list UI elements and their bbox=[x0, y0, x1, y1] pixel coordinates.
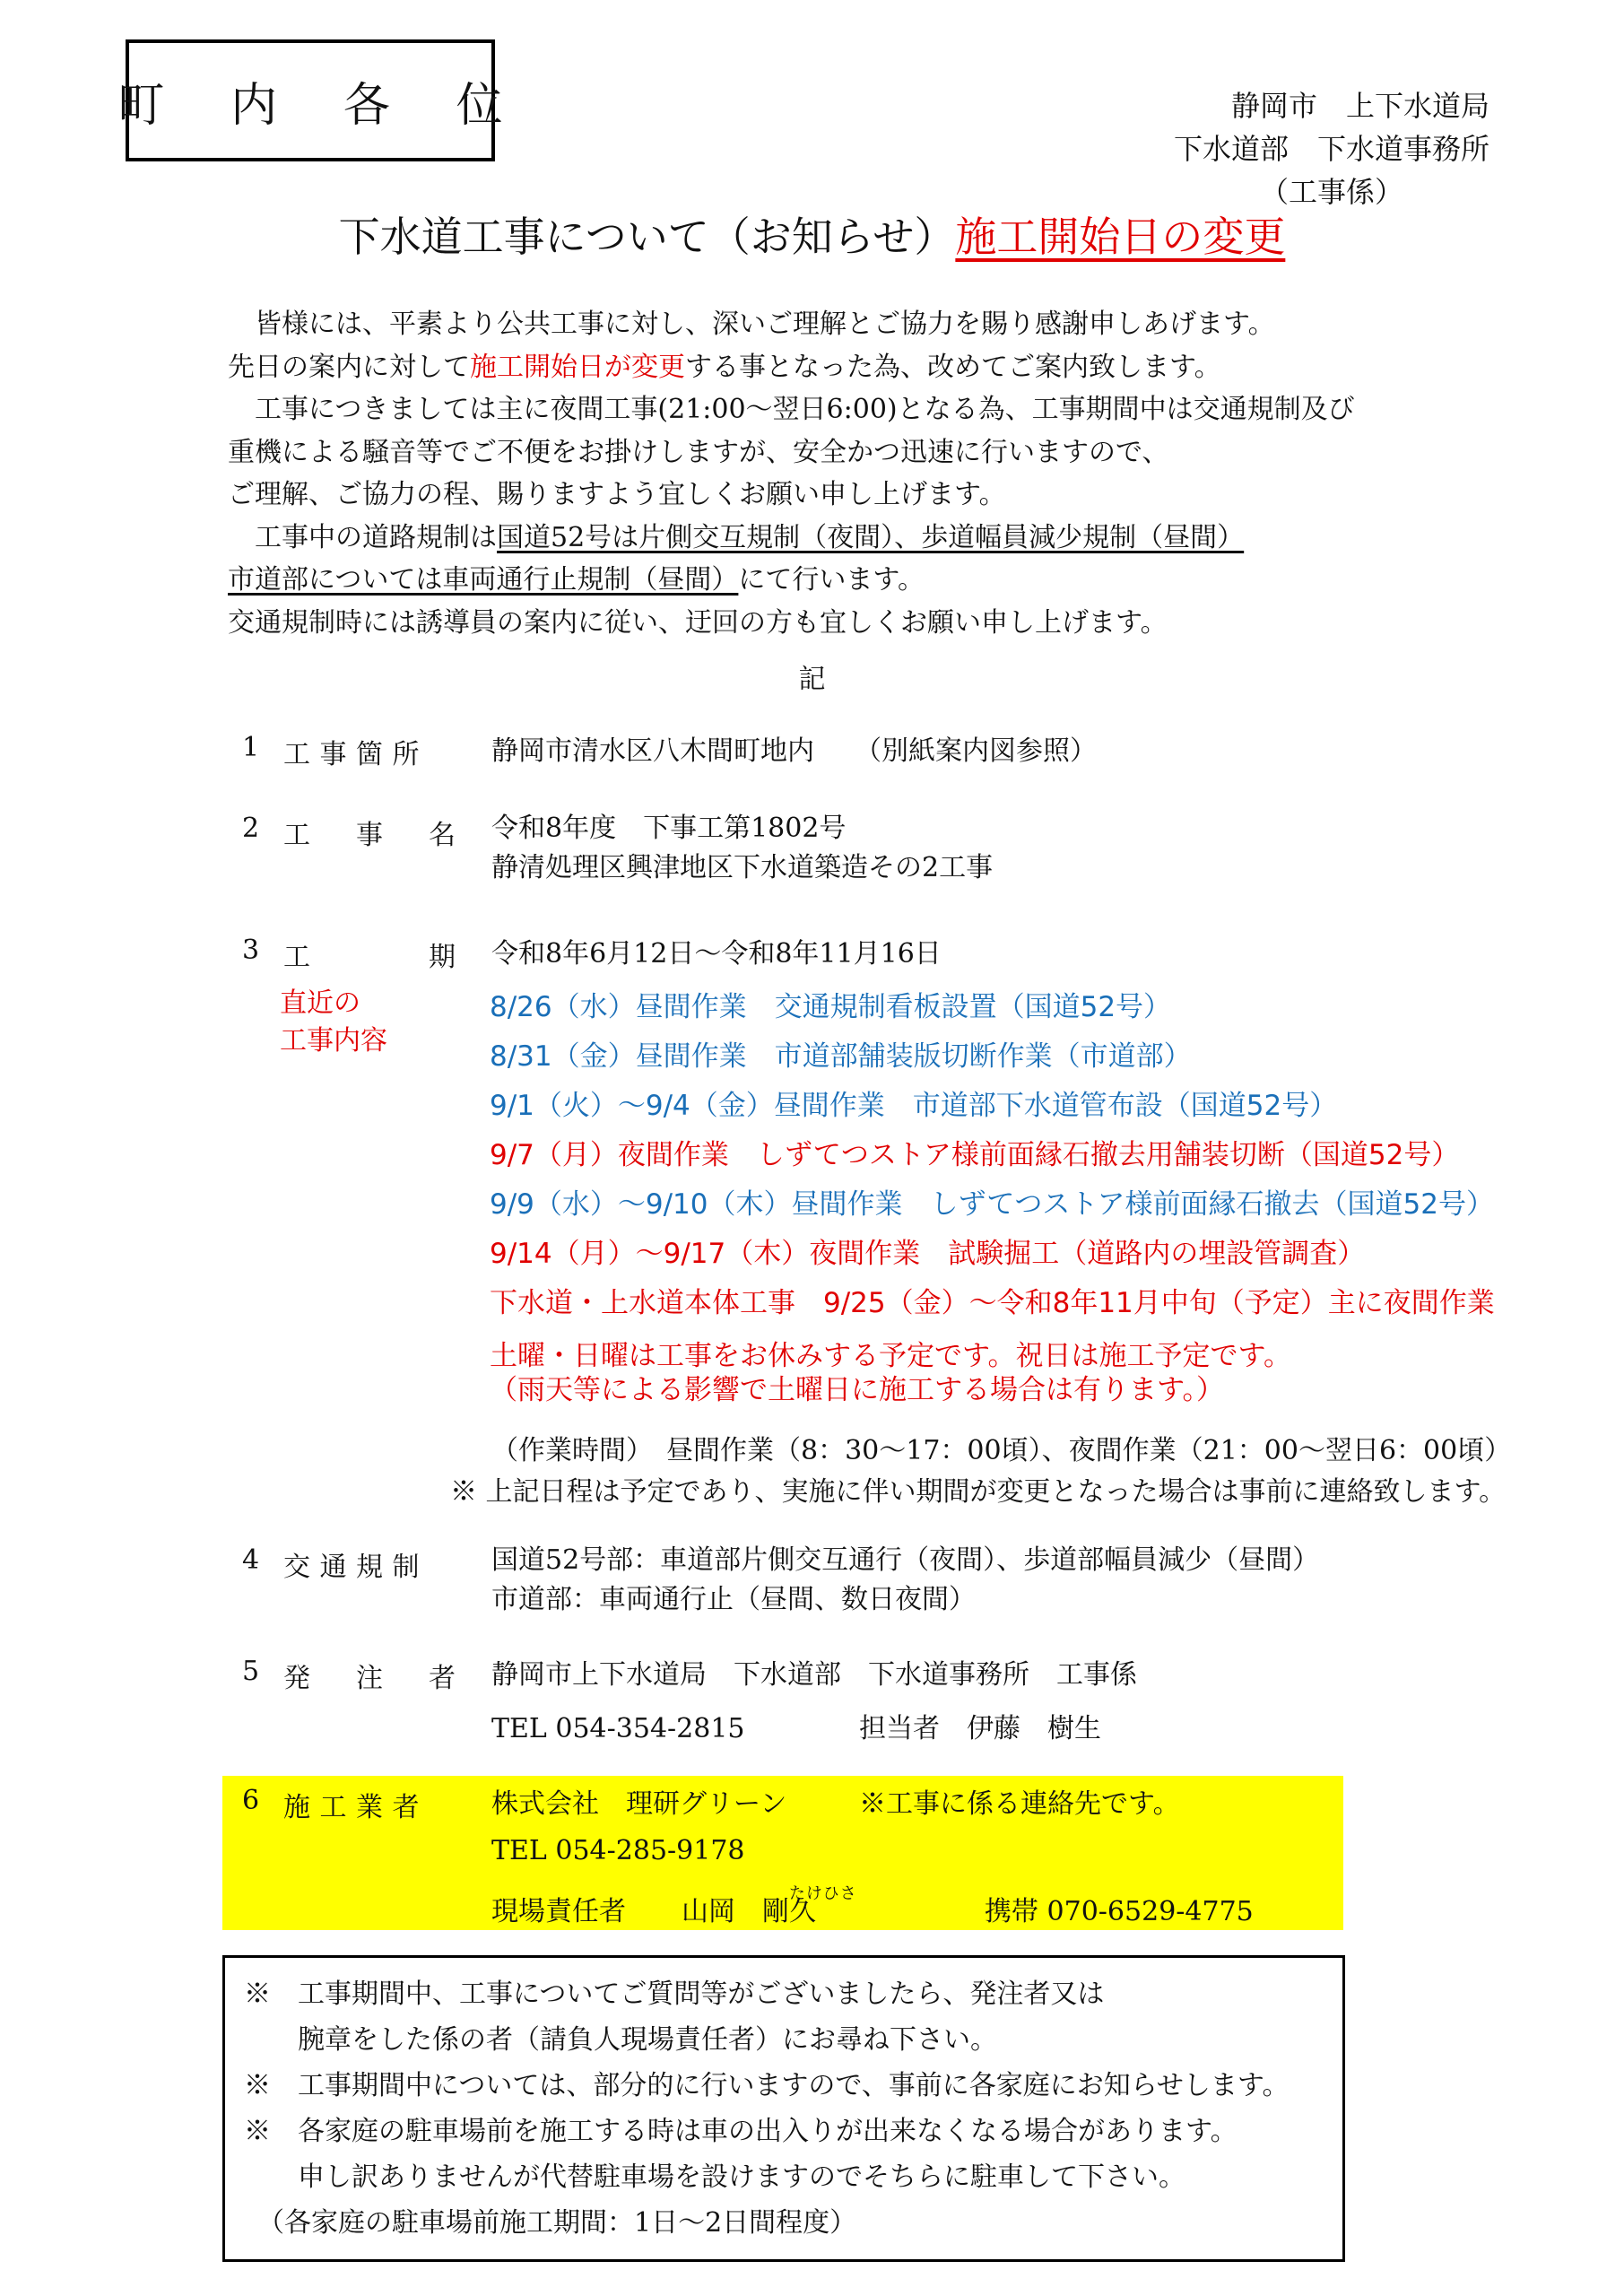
item-5-number: 5 bbox=[242, 1656, 260, 1687]
intro-line: 交通規制時には誘導員の案内に従い、迂回の方も宜しくお願い申し上げます。 bbox=[228, 606, 1168, 639]
intro-line: 皆様には、平素より公共工事に対し、深いご理解とご協力を賜り感謝申しあげます。 bbox=[228, 309, 1275, 340]
intro-line bbox=[228, 346, 1355, 389]
issuer-line-1: 静岡市 上下水道局 bbox=[1230, 89, 1489, 123]
item-2-value-line: 令和8年度 下事工第1802号 bbox=[491, 813, 847, 844]
schedule-item: 9/1（火）～9/4（金）昼間作業 市道部下水道管布設（国道52号） bbox=[490, 1090, 1338, 1122]
schedule-item: 9/7（月）夜間作業 しずてつストア様前面縁石撤去用舗装切断（国道52号） bbox=[490, 1139, 1460, 1171]
intro-text: 先日の案内に対して bbox=[228, 351, 470, 383]
item-5-value: 静岡市上下水道局 下水道部 下水道事務所 工事係 bbox=[491, 1659, 1137, 1691]
item-2-value-line: 静清処理区興津地区下水道築造その2工事 bbox=[491, 852, 994, 883]
intro-line: 重機による騒音等でご不便をお掛けしますが、安全かつ迅速に行いますので、 bbox=[228, 436, 1169, 468]
item-1-value: 静岡市清水区八木間町地内 （別紙案内図参照） bbox=[491, 735, 1097, 767]
work-hours: （作業時間） 昼間作業（8：30～17：00頃）、夜間作業（21：00～翌日6：00頃） bbox=[491, 1435, 1512, 1466]
item-3-value: 令和8年6月12日～令和8年11月16日 bbox=[491, 938, 942, 970]
issuer-line-2: 下水道部 下水道事務所 bbox=[1173, 132, 1489, 166]
item-5-label: 発 注 者 bbox=[283, 1663, 465, 1694]
manager-name-wrap bbox=[682, 1884, 857, 1932]
schedule-list bbox=[490, 983, 1495, 1407]
notice-text bbox=[244, 1971, 1290, 2246]
schedule-item: 9/9（水）～9/10（木）昼間作業 しずてつストア様前面縁石撤去（国道52号） bbox=[490, 1188, 1494, 1221]
intro-text: 工事中の道路規制は bbox=[228, 521, 497, 553]
schedule-item: 下水道・上水道本体工事 9/25（金）～令和8年11月中旬（予定）主に夜間作業 bbox=[490, 1287, 1495, 1319]
item-4-value-line: 市道部：車両通行止（昼間、数日夜間） bbox=[491, 1584, 976, 1615]
item-5-contact: 担当者 伊藤 樹生 bbox=[859, 1713, 1101, 1744]
notice-line: （各家庭の駐車場前施工期間：1日～2日間程度） bbox=[244, 2207, 857, 2239]
intro-line: 工事につきましては主に夜間工事(21:00～翌日6:00)となる為、工事期間中は交通規制及び bbox=[228, 394, 1355, 425]
issuer-block bbox=[1174, 84, 1489, 213]
item-6-number: 6 bbox=[242, 1785, 260, 1816]
item-1-number: 1 bbox=[242, 732, 260, 763]
schedule-item: 9/14（月）～9/17（木）夜間作業 試験掘工（道路内の埋設管調査） bbox=[490, 1238, 1366, 1270]
schedule-item: （雨天等による影響で土曜日に施工する場合は有ります。） bbox=[490, 1374, 1225, 1406]
page-title bbox=[0, 204, 1624, 264]
item-6-company: 株式会社 理研グリーン bbox=[491, 1788, 787, 1820]
addressee-text: 町 内 各 位 bbox=[117, 78, 529, 133]
recent-work-label bbox=[280, 985, 387, 1060]
item-6-manager-label: 現場責任者 bbox=[491, 1896, 626, 1927]
recent-line: 工事内容 bbox=[280, 1025, 387, 1057]
item-3-number: 3 bbox=[242, 935, 260, 966]
item-6-tel: TEL 054-285-9178 bbox=[491, 1835, 745, 1866]
schedule-item: 8/31（金）昼間作業 市道部舗装版切断作業（市道部） bbox=[490, 1040, 1192, 1073]
item-5-tel: TEL 054-354-2815 bbox=[491, 1713, 745, 1744]
item-4-label: 交通規制 bbox=[283, 1552, 429, 1583]
intro-line: ご理解、ご協力の程、賜りますよう宜しくお願い申し上げます。 bbox=[228, 479, 1006, 510]
manager-name: 山岡 剛久 bbox=[682, 1896, 816, 1927]
intro-highlight: 施工開始日が変更 bbox=[470, 351, 685, 383]
notice-line: 腕章をした係の者（請負人現場責任者）にお尋ね下さい。 bbox=[244, 2024, 997, 2056]
item-6-label: 施工業者 bbox=[283, 1792, 429, 1823]
schedule-item: 8/26（水）昼間作業 交通規制看板設置（国道52号） bbox=[490, 991, 1172, 1023]
title-main: 下水道工事について（お知らせ） bbox=[338, 213, 956, 261]
intro-underlined: 市道部については車両通行止規制（昼間） bbox=[228, 564, 739, 596]
item-6-company-note: ※工事に係る連絡先です。 bbox=[859, 1788, 1180, 1820]
title-highlight: 施工開始日の変更 bbox=[955, 213, 1286, 261]
item-3-label: 工 期 bbox=[283, 942, 465, 973]
item-1-label: 工事箇所 bbox=[283, 739, 429, 770]
intro-line bbox=[228, 517, 1355, 560]
issuer-line-3: （工事係） bbox=[1259, 175, 1403, 209]
item-4-value-line: 国道52号部：車道部片側交互通行（夜間）、歩道部幅員減少（昼間） bbox=[491, 1544, 1320, 1576]
intro-text: する事となった為、改めてご案内致します。 bbox=[685, 351, 1221, 383]
item-2-label: 工 事 名 bbox=[283, 820, 465, 851]
manager-name-ruby: たけひさ bbox=[789, 1884, 857, 1903]
notice-line: ※ 各家庭の駐車場前を施工する時は車の出入りが出来なくなる場合があります。 bbox=[244, 2116, 1238, 2147]
intro-line bbox=[228, 559, 1355, 602]
item-4-number: 4 bbox=[242, 1544, 260, 1576]
schedule-note: ※ 上記日程は予定であり、実施に伴い期間が変更となった場合は事前に連絡致します。 bbox=[450, 1476, 1507, 1508]
intro-underlined: 国道52号は片側交互規制（夜間）、歩道幅員減少規制（昼間） bbox=[497, 521, 1245, 553]
intro-text: にて行います。 bbox=[738, 564, 925, 596]
schedule-item: 土曜・日曜は工事をお休みする予定です。祝日は施工予定です。 bbox=[490, 1340, 1292, 1372]
notice-line: 申し訳ありませんが代替駐車場を設けますのでそちらに駐車して下さい。 bbox=[244, 2161, 1185, 2193]
item-2-number: 2 bbox=[242, 813, 260, 844]
item-4-value bbox=[491, 1541, 1319, 1620]
item-6-mobile: 携帯 070-6529-4775 bbox=[985, 1896, 1254, 1927]
notice-line: ※ 工事期間中については、部分的に行いますので、事前に各家庭にお知らせします。 bbox=[244, 2070, 1290, 2101]
item-6-manager bbox=[682, 1884, 857, 1932]
addressee-box bbox=[117, 39, 529, 161]
item-2-value bbox=[491, 809, 993, 888]
intro-paragraph bbox=[228, 303, 1355, 644]
ki-heading: 記 bbox=[798, 664, 826, 695]
recent-line: 直近の bbox=[280, 987, 360, 1019]
notice-line: ※ 工事期間中、工事についてご質問等がございましたら、発注者又は bbox=[244, 1979, 1105, 2010]
